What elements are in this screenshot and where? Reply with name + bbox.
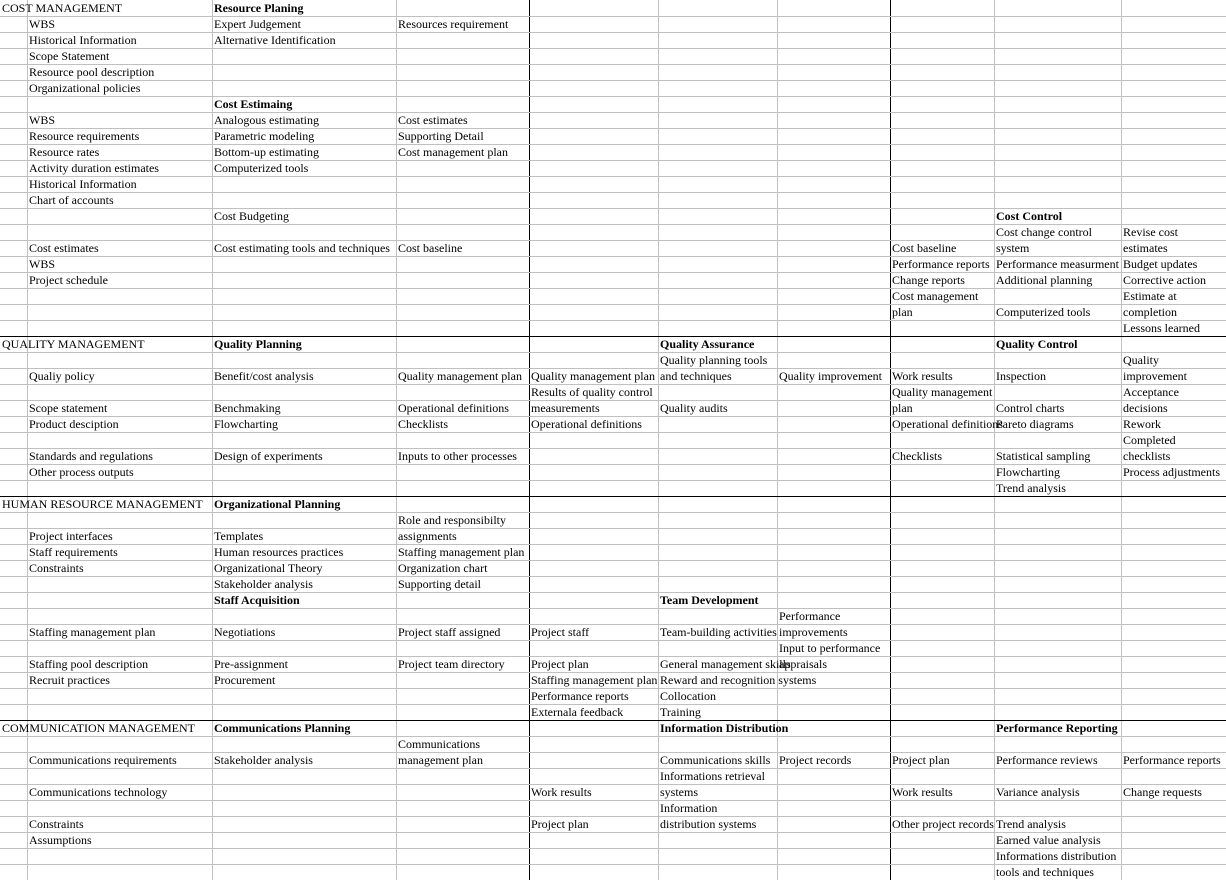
sheet-cell[interactable]: Flowcharting xyxy=(214,417,278,431)
sheet-cell[interactable]: Quality improvement xyxy=(779,369,882,383)
sheet-cell[interactable]: Staff requirements xyxy=(29,545,118,559)
sheet-cell[interactable]: Cost estimates xyxy=(29,241,99,255)
sheet-cell[interactable]: Resource pool description xyxy=(29,65,155,79)
sheet-cell[interactable]: Design of experiments xyxy=(214,449,323,463)
sheet-cell[interactable]: Performance reviews xyxy=(996,753,1098,767)
sheet-cell[interactable]: Resource requirements xyxy=(29,129,140,143)
sheet-cell[interactable]: Constraints xyxy=(29,561,84,575)
section-title-cell[interactable]: COST MANAGEMENT xyxy=(2,1,123,15)
sheet-cell[interactable]: Recruit practices xyxy=(29,673,110,687)
sheet-cell[interactable]: Staffing pool description xyxy=(29,657,149,671)
sheet-cell[interactable]: Cost baseline xyxy=(892,241,957,255)
sheet-cell[interactable]: Procurement xyxy=(214,673,276,687)
sheet-cell[interactable]: Parametric modeling xyxy=(214,129,315,143)
sheet-cell[interactable]: Earned value analysis xyxy=(996,833,1101,847)
sheet-cell[interactable]: Results of quality control xyxy=(531,385,653,399)
sheet-cell[interactable]: Alternative Identification xyxy=(214,33,336,47)
sheet-cell[interactable]: Historical Information xyxy=(29,177,137,191)
sheet-cell[interactable]: Additional planning xyxy=(996,273,1093,287)
sheet-cell[interactable]: Communications requirements xyxy=(29,753,177,767)
sheet-cell[interactable]: Performance reports xyxy=(892,257,990,271)
row-gridline xyxy=(0,640,1226,641)
sheet-cell[interactable]: Historical Information xyxy=(29,33,137,47)
sheet-cell[interactable]: Assumptions xyxy=(29,833,92,847)
sheet-cell[interactable]: Bottom-up estimating xyxy=(214,145,319,159)
sheet-cell[interactable]: decisions xyxy=(1123,401,1168,415)
sheet-cell[interactable]: Scope Statement xyxy=(29,49,110,63)
sheet-cell[interactable]: plan xyxy=(892,401,913,415)
sheet-cell[interactable]: Communications xyxy=(398,737,480,751)
sheet-cell[interactable]: Human resources practices xyxy=(214,545,344,559)
process-header-cell[interactable]: Quality Assurance xyxy=(660,337,755,351)
sheet-cell[interactable]: Quality management plan xyxy=(398,369,522,383)
sheet-cell[interactable]: Stakeholder analysis xyxy=(214,753,313,767)
sheet-cell[interactable]: Organizational Theory xyxy=(214,561,323,575)
sheet-cell[interactable]: system xyxy=(996,241,1030,255)
row-gridline xyxy=(0,288,1226,289)
sheet-cell[interactable]: Cost change control xyxy=(996,225,1092,239)
process-header-cell[interactable]: Staff Acquisition xyxy=(214,593,300,607)
row-gridline xyxy=(0,432,1226,433)
sheet-cell[interactable]: Pre-assignment xyxy=(214,657,288,671)
sheet-cell[interactable]: Resource rates xyxy=(29,145,100,159)
sheet-cell[interactable]: Estimate at xyxy=(1123,289,1177,303)
column-gridline xyxy=(529,0,530,880)
sheet-cell[interactable]: Variance analysis xyxy=(996,785,1080,799)
sheet-cell[interactable]: improvements xyxy=(779,625,848,639)
process-header-cell[interactable]: Quality Planning xyxy=(214,337,302,351)
row-gridline xyxy=(0,736,1226,737)
sheet-cell[interactable]: Constraints xyxy=(29,817,84,831)
sheet-cell[interactable]: Revise cost xyxy=(1123,225,1178,239)
sheet-cell[interactable]: Computerized tools xyxy=(214,161,309,175)
sheet-cell[interactable]: Work results xyxy=(531,785,592,799)
sheet-cell[interactable]: Cost Budgeting xyxy=(214,209,290,223)
sheet-cell[interactable]: Acceptance xyxy=(1123,385,1179,399)
sheet-cell[interactable]: Budget updates xyxy=(1123,257,1198,271)
sheet-cell[interactable]: Analogous estimating xyxy=(214,113,319,127)
process-header-cell[interactable]: Communications Planning xyxy=(214,721,351,735)
sheet-cell[interactable]: Flowcharting xyxy=(996,465,1060,479)
sheet-cell[interactable]: distribution systems xyxy=(660,817,757,831)
column-gridline xyxy=(994,0,995,880)
sheet-cell[interactable]: checklists xyxy=(1123,449,1171,463)
sheet-cell[interactable]: Cost estimates xyxy=(398,113,468,127)
row-gridline xyxy=(0,96,1226,97)
sheet-cell[interactable]: WBS xyxy=(29,113,56,127)
sheet-cell[interactable]: Staffing management plan xyxy=(398,545,525,559)
sheet-cell[interactable]: Organizational policies xyxy=(29,81,141,95)
sheet-cell[interactable]: Cost management xyxy=(892,289,979,303)
sheet-cell[interactable]: Operational definitions xyxy=(398,401,509,415)
sheet-cell[interactable]: improvement xyxy=(1123,369,1187,383)
sheet-cell[interactable]: Activity duration estimates xyxy=(29,161,159,175)
sheet-cell[interactable]: Project staff assigned xyxy=(398,625,501,639)
sheet-cell[interactable]: Expert Judgement xyxy=(214,17,301,31)
sheet-cell[interactable]: and techniques xyxy=(660,369,732,383)
sheet-cell[interactable]: management plan xyxy=(398,753,483,767)
sheet-cell[interactable]: Corrective action xyxy=(1123,273,1206,287)
process-header-cell[interactable]: Team Development xyxy=(660,593,759,607)
sheet-cell[interactable]: Trend analysis xyxy=(996,481,1066,495)
sheet-cell[interactable]: Chart of accounts xyxy=(29,193,114,207)
row-gridline xyxy=(0,576,1226,577)
sheet-cell[interactable]: Supporting detail xyxy=(398,577,481,591)
sheet-cell[interactable]: Operational definitions xyxy=(892,417,1003,431)
sheet-cell[interactable]: Cost estimating tools and techniques xyxy=(214,241,390,255)
sheet-cell[interactable]: appraisals xyxy=(779,657,827,671)
sheet-cell[interactable]: Information xyxy=(660,801,718,815)
sheet-cell[interactable]: Templates xyxy=(214,529,264,543)
sheet-cell[interactable]: Computerized tools xyxy=(996,305,1091,319)
sheet-cell[interactable]: Communications technology xyxy=(29,785,168,799)
sheet-cell[interactable]: systems xyxy=(660,785,699,799)
sheet-cell[interactable]: Statistical sampling xyxy=(996,449,1091,463)
row-gridline xyxy=(0,592,1226,593)
sheet-cell[interactable]: Benefit/cost analysis xyxy=(214,369,314,383)
sheet-cell[interactable]: Role and responsibilty xyxy=(398,513,506,527)
process-header-cell[interactable]: Organizational Planning xyxy=(214,497,341,511)
sheet-cell[interactable]: Staffing management plan xyxy=(29,625,156,639)
sheet-cell[interactable]: Collocation xyxy=(660,689,716,703)
sheet-cell[interactable]: Performance reports xyxy=(531,689,629,703)
sheet-cell[interactable]: Project records xyxy=(779,753,852,767)
sheet-cell[interactable]: Qualiy policy xyxy=(29,369,95,383)
sheet-cell[interactable]: Externala feedback xyxy=(531,705,624,719)
sheet-cell[interactable]: Pareto diagrams xyxy=(996,417,1074,431)
process-header-cell[interactable]: Performance Reporting xyxy=(996,721,1118,735)
process-header-cell[interactable]: Information Distribution xyxy=(660,721,789,735)
row-gridline xyxy=(0,352,1226,353)
sheet-cell[interactable]: Checklists xyxy=(398,417,448,431)
sheet-cell[interactable]: Staffing management plan xyxy=(531,673,658,687)
process-header-cell[interactable]: Quality Control xyxy=(996,337,1078,351)
sheet-cell[interactable]: Performance reports xyxy=(1123,753,1221,767)
sheet-cell[interactable]: WBS xyxy=(29,17,56,31)
sheet-cell[interactable]: Quality xyxy=(1123,353,1159,367)
row-gridline xyxy=(0,320,1226,321)
sheet-cell[interactable]: Other process outputs xyxy=(29,465,134,479)
sheet-cell[interactable]: Project plan xyxy=(892,753,950,767)
sheet-cell[interactable]: Work results xyxy=(892,785,953,799)
sheet-cell[interactable]: Performance measurment xyxy=(996,257,1119,271)
process-header-cell[interactable]: Resource Planing xyxy=(214,1,304,15)
sheet-cell[interactable]: Cost management plan xyxy=(398,145,508,159)
sheet-cell[interactable]: Negotiations xyxy=(214,625,276,639)
sheet-cell[interactable]: Other project records xyxy=(892,817,994,831)
sheet-cell[interactable]: Quality management xyxy=(892,385,993,399)
sheet-cell[interactable]: Quality planning tools xyxy=(660,353,768,367)
process-header-cell[interactable]: Cost Control xyxy=(996,209,1063,223)
sheet-cell[interactable]: Process adjustments xyxy=(1123,465,1220,479)
sheet-cell[interactable]: plan xyxy=(892,305,913,319)
sheet-cell[interactable]: Inputs to other processes xyxy=(398,449,517,463)
sheet-cell[interactable]: Completed xyxy=(1123,433,1176,447)
sheet-cell[interactable]: Rework xyxy=(1123,417,1161,431)
section-title-cell[interactable]: HUMAN RESOURCE MANAGEMENT xyxy=(2,497,203,511)
column-gridline xyxy=(890,0,891,880)
sheet-cell[interactable]: Informations distribution xyxy=(996,849,1117,863)
sheet-cell[interactable]: Inspection xyxy=(996,369,1046,383)
process-header-cell[interactable]: Cost Estimaing xyxy=(214,97,293,111)
sheet-cell[interactable]: General management skills xyxy=(660,657,791,671)
sheet-cell[interactable]: WBS xyxy=(29,257,56,271)
sheet-cell[interactable]: Change reports xyxy=(892,273,965,287)
column-gridline xyxy=(658,0,659,880)
sheet-cell[interactable]: assignments xyxy=(398,529,457,543)
sheet-cell[interactable]: Operational definitions xyxy=(531,417,642,431)
row-gridline xyxy=(0,512,1226,513)
sheet-cell[interactable]: estimates xyxy=(1123,241,1168,255)
sheet-cell[interactable]: Project staff xyxy=(531,625,590,639)
section-title-cell[interactable]: COMMUNICATION MANAGEMENT xyxy=(2,721,195,735)
sheet-cell[interactable]: Standards and regulations xyxy=(29,449,153,463)
sheet-cell[interactable]: Scope statement xyxy=(29,401,108,415)
sheet-cell[interactable]: Performance xyxy=(779,609,841,623)
column-gridline xyxy=(777,0,778,880)
sheet-cell[interactable]: Stakeholder analysis xyxy=(214,577,313,591)
sheet-cell[interactable]: Communications skills xyxy=(660,753,771,767)
row-gridline xyxy=(0,608,1226,609)
sheet-cell[interactable]: Informations retrieval xyxy=(660,769,765,783)
sheet-cell[interactable]: Control charts xyxy=(996,401,1065,415)
sheet-cell[interactable]: Supporting Detail xyxy=(398,129,484,143)
sheet-cell[interactable]: Quality audits xyxy=(660,401,728,415)
sheet-cell[interactable]: measurements xyxy=(531,401,600,415)
sheet-cell[interactable]: Product desciption xyxy=(29,417,119,431)
sheet-cell[interactable]: Organization chart xyxy=(398,561,488,575)
sheet-cell[interactable]: Benchmaking xyxy=(214,401,281,415)
sheet-cell[interactable]: Work results xyxy=(892,369,953,383)
row-gridline xyxy=(0,768,1226,769)
sheet-cell[interactable]: tools and techniques xyxy=(996,865,1094,879)
sheet-cell[interactable]: Project schedule xyxy=(29,273,108,287)
section-title-cell[interactable]: QUALITY MANAGEMENT xyxy=(2,337,145,351)
sheet-cell[interactable]: Lessons learned xyxy=(1123,321,1200,335)
sheet-cell[interactable]: completion xyxy=(1123,305,1177,319)
sheet-cell[interactable]: Project plan xyxy=(531,817,589,831)
sheet-cell[interactable]: Checklists xyxy=(892,449,942,463)
sheet-cell[interactable]: Change requests xyxy=(1123,785,1202,799)
sheet-cell[interactable]: Project team directory xyxy=(398,657,505,671)
row-gridline xyxy=(0,800,1226,801)
sheet-cell[interactable]: Project interfaces xyxy=(29,529,113,543)
sheet-cell[interactable]: Reward and recognition systems xyxy=(660,673,817,687)
sheet-cell[interactable]: Quality management plan xyxy=(531,369,655,383)
sheet-cell[interactable]: Training xyxy=(660,705,701,719)
sheet-cell[interactable]: Cost baseline xyxy=(398,241,463,255)
sheet-cell[interactable]: Resources requirement xyxy=(398,17,509,31)
sheet-cell[interactable]: Trend analysis xyxy=(996,817,1066,831)
sheet-cell[interactable]: Project plan xyxy=(531,657,589,671)
sheet-cell[interactable]: Input to performance xyxy=(779,641,881,655)
sheet-cell[interactable]: Team-building activities xyxy=(660,625,777,639)
